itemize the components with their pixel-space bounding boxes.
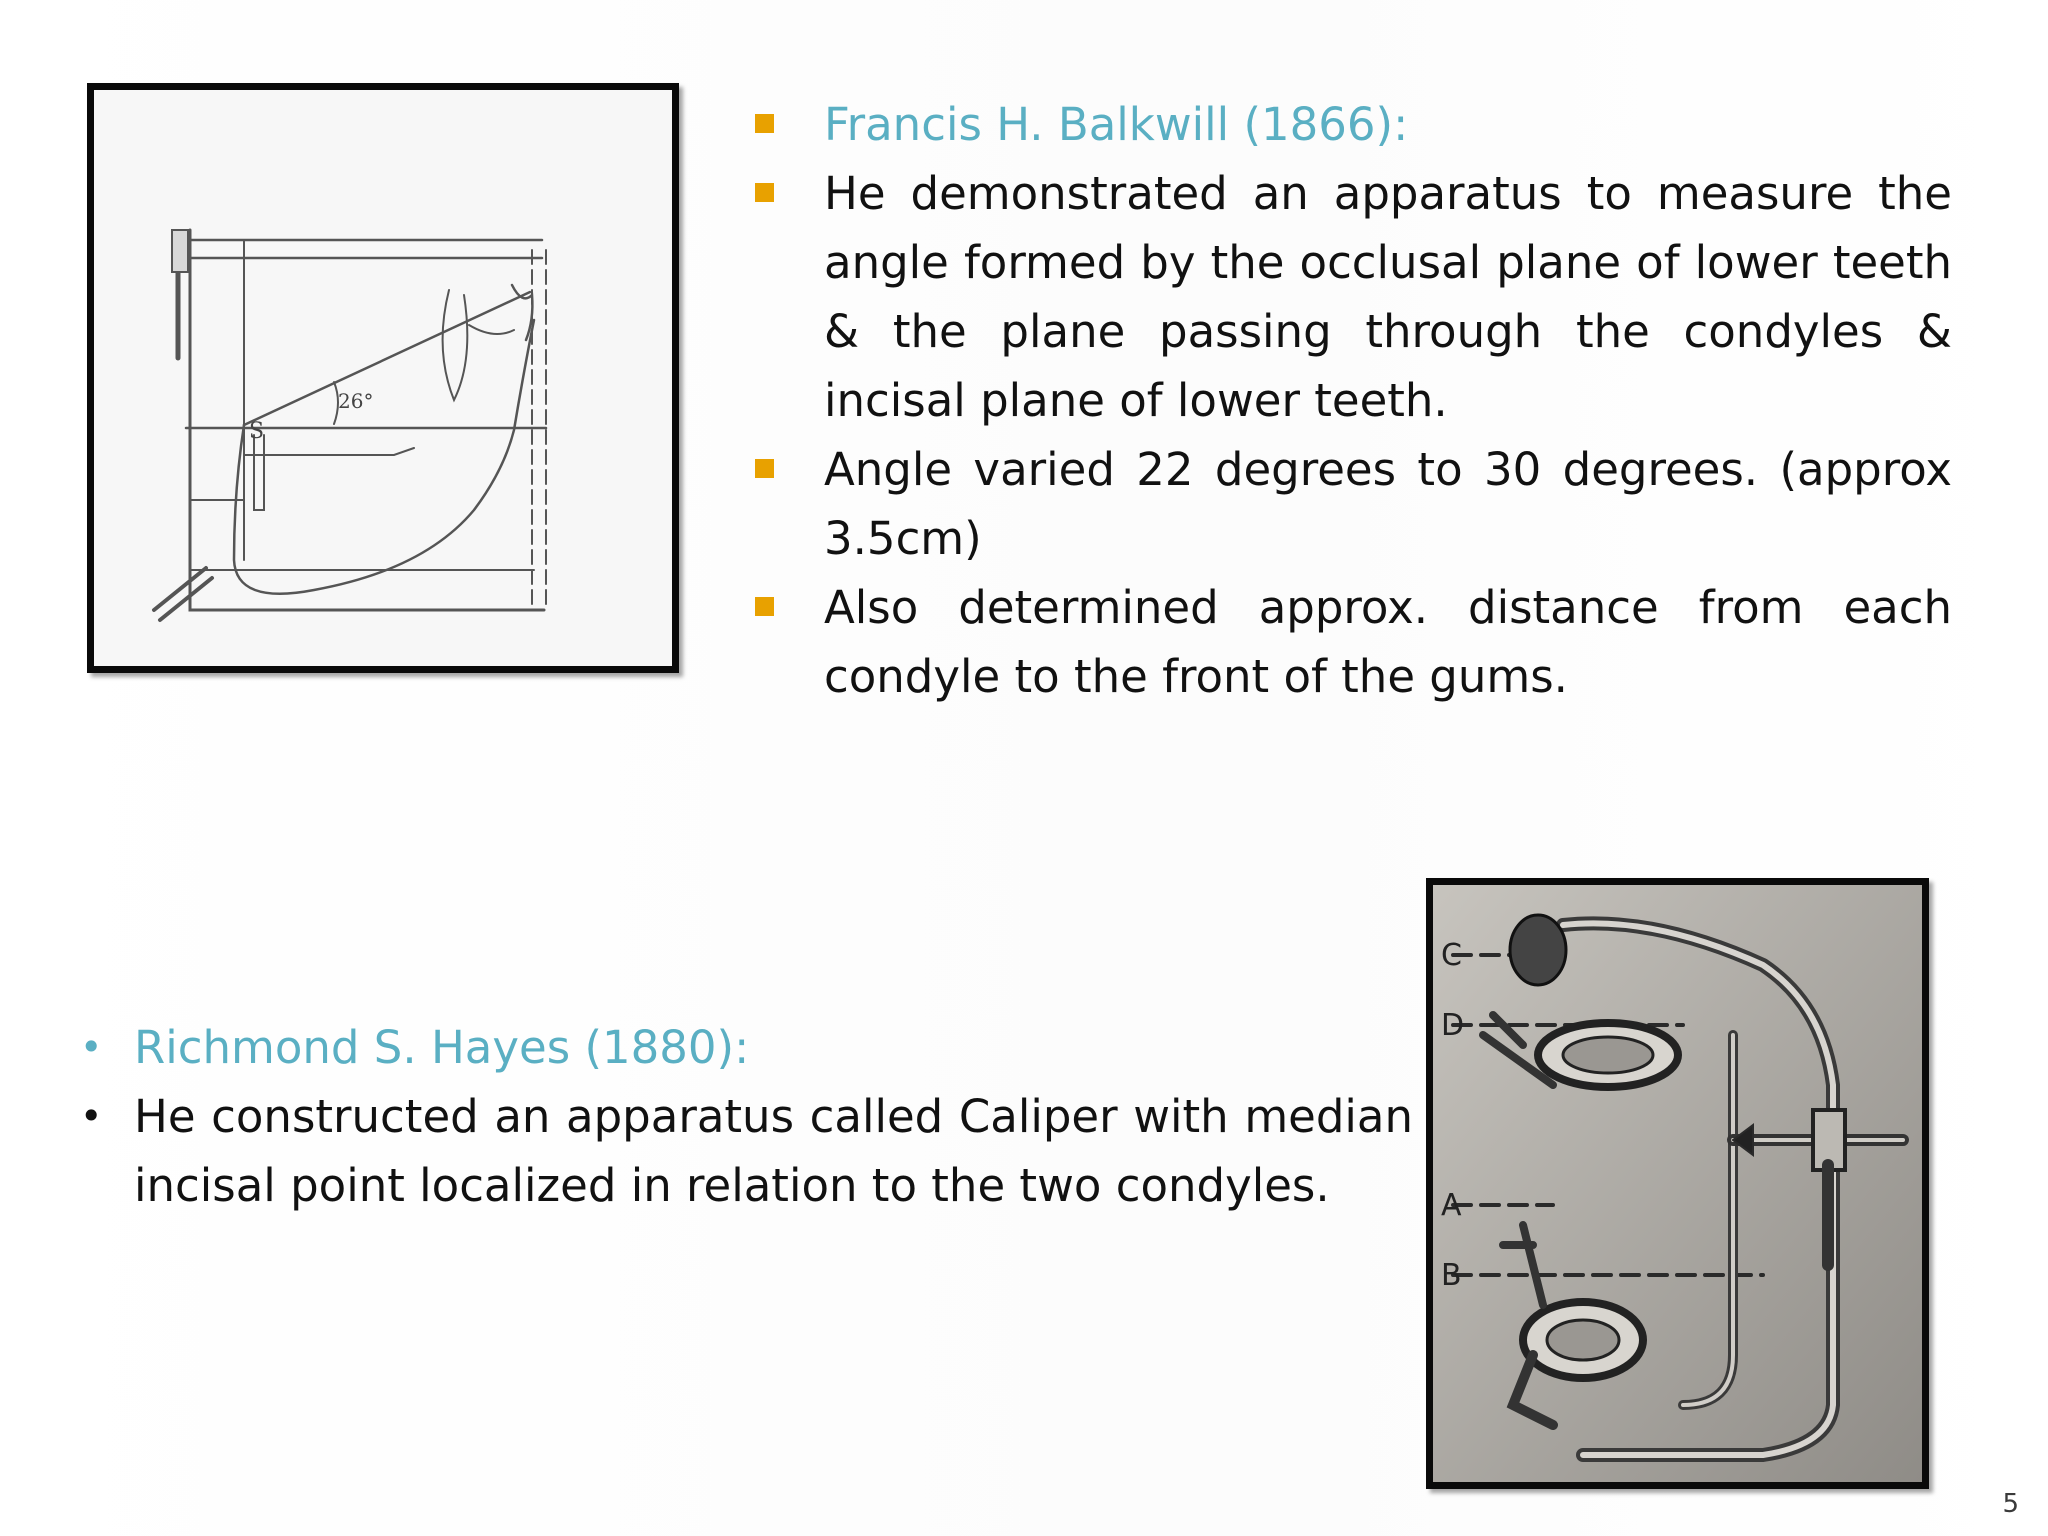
list-item xyxy=(78,1013,1413,1082)
caliper-label-a: A xyxy=(1441,1188,1462,1223)
hayes-bullet-list xyxy=(78,1013,1413,1220)
list-item xyxy=(752,435,1952,573)
hayes-heading: Richmond S. Hayes (1880): xyxy=(134,1021,750,1074)
caliper-label-d: D xyxy=(1441,1008,1465,1043)
square-bullet-icon xyxy=(755,597,774,616)
bullet-text: Also determined approx. distance from each condyle to the front of the gums. xyxy=(824,581,1952,703)
caliper-label-c: C xyxy=(1441,938,1462,973)
balkwill-sketch xyxy=(94,90,672,666)
round-bullet-icon: • xyxy=(80,1025,103,1069)
angle-label: 26° xyxy=(338,389,374,413)
bullet-text: He demonstrated an apparatus to measure the angle formed by the occlusal plane of lower teeth & the plane passing through the condyles & incisal plane of lower teeth. xyxy=(824,167,1952,427)
hayes-caliper-figure xyxy=(1426,878,1929,1489)
balkwill-apparatus-figure xyxy=(87,83,679,673)
square-bullet-icon xyxy=(755,459,774,478)
balkwill-bullet-list xyxy=(752,90,1952,711)
caliper-label-b: B xyxy=(1441,1258,1462,1293)
point-label: S xyxy=(249,419,265,444)
square-bullet-icon xyxy=(755,114,774,133)
bullet-text: Angle varied 22 degrees to 30 degrees. (approx 3.5cm) xyxy=(824,443,1952,565)
page-number: 5 xyxy=(2002,1489,2019,1519)
balkwill-heading: Francis H. Balkwill (1866): xyxy=(824,98,1409,151)
round-bullet-icon: • xyxy=(80,1094,103,1138)
bullet-text: He constructed an apparatus called Caliper with median incisal point localized in relation to the two condyles. xyxy=(134,1090,1413,1212)
list-item xyxy=(752,573,1952,711)
list-item xyxy=(752,90,1952,159)
list-item xyxy=(752,159,1952,435)
caliper-illustration xyxy=(1433,885,1922,1482)
list-item xyxy=(78,1082,1413,1220)
square-bullet-icon xyxy=(755,183,774,202)
